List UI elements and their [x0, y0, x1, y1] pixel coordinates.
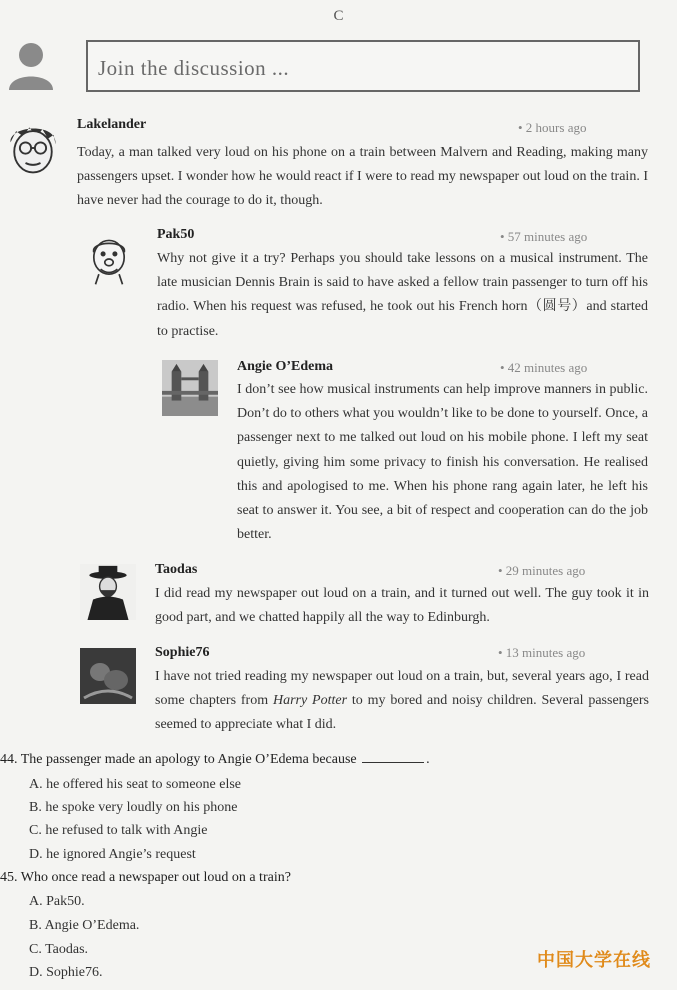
- user-avatar-icon: [4, 38, 58, 92]
- commenter-name: Taodas: [155, 562, 198, 577]
- comment-timestamp: • 13 minutes ago: [498, 645, 586, 660]
- site-watermark: 中国大学在线: [537, 950, 651, 971]
- comment-sophie76: [0, 642, 677, 738]
- comment-timestamp: • 57 minutes ago: [500, 229, 588, 244]
- commenter-name: Lakelander: [77, 117, 147, 132]
- comment-lakelander: [0, 112, 677, 212]
- comment-text: I did read my newspaper out loud on a train, and it turned out well. The guy took it in good part, and we chatted happily all the way to Edinburgh.: [155, 586, 649, 626]
- comment-text: Today, a man talked very loud on his phone on a train between Malvern and Reading, making many passengers upset. I wonder how he would react if I were to read my newspaper out loud on the train. I have never had the courage to do it, though.: [77, 145, 648, 209]
- option-b[interactable]: B. Angie O’Edema.: [29, 918, 140, 933]
- join-discussion-prompt: Join the discussion ...: [98, 56, 290, 80]
- option-b[interactable]: B. he spoke very loudly on his phone: [29, 800, 238, 815]
- comment-text: I don’t see how musical instruments can help improve manners in public. Don’t do to others what you wouldn’t like to be done to yourself. Once, a passenger next to me talked out loud on his mobile phone. I left my seat quietly, giving him some privacy to finish his conversation. He realised this and apologised to me. When his phone rang again later, he left his seat to answer it. You see, a bit of respect and cooperation can do the job better.: [237, 382, 648, 543]
- join-discussion-box[interactable]: [86, 40, 640, 92]
- book-title: Harry Potter: [272, 693, 348, 709]
- comment-text-part: to my bored and noisy children. Several passengers seemed to appreciate what I did.: [155, 693, 649, 733]
- question-44: [0, 752, 430, 768]
- dark-photo-avatar-icon: [80, 648, 136, 704]
- comment-pak50: [0, 222, 677, 346]
- comment-timestamp: • 2 hours ago: [518, 120, 587, 135]
- question-stem: 44. The passenger made an apology to Angie O’Edema because: [0, 752, 357, 767]
- cartoon-face-avatar-icon: [2, 118, 64, 178]
- comment-text-part: I have not tried reading my newspaper out loud on a train, but, several years ago, I read some chapters from: [155, 669, 649, 709]
- section-letter: C: [333, 8, 344, 24]
- commenter-name: Sophie76: [155, 645, 210, 660]
- option-a[interactable]: A. he offered his seat to someone else: [29, 777, 242, 792]
- comment-text: Why not give it a try? Perhaps you should take lessons on a musical instrument. The late musician Dennis Brain is said to have asked a fellow train passenger to turn off his radio. When his request was refused, he took out his French horn（圆号）and started to practise.: [157, 251, 648, 339]
- option-c[interactable]: C. he refused to talk with Angie: [29, 823, 208, 838]
- cartoon-character-avatar-icon: [82, 230, 136, 288]
- comment-angie-oedema: [0, 354, 677, 550]
- man-with-hat-avatar-icon: [80, 564, 136, 620]
- question-45: 45. Who once read a newspaper out loud on a train?: [0, 870, 291, 885]
- answer-blank: [362, 762, 424, 763]
- comment-timestamp: • 29 minutes ago: [498, 563, 586, 578]
- comment-timestamp: • 42 minutes ago: [500, 360, 588, 375]
- comment-text: [155, 665, 649, 738]
- tower-bridge-photo-icon: [162, 360, 218, 416]
- option-a[interactable]: A. Pak50.: [29, 894, 85, 909]
- commenter-name: Angie O’Edema: [237, 359, 334, 374]
- option-d[interactable]: D. he ignored Angie’s request: [29, 847, 196, 862]
- question-stem-end: .: [426, 752, 430, 767]
- option-c[interactable]: C. Taodas.: [29, 942, 89, 957]
- comment-taodas: [0, 560, 677, 634]
- commenter-name: Pak50: [157, 227, 195, 242]
- option-d[interactable]: D. Sophie76.: [29, 965, 103, 980]
